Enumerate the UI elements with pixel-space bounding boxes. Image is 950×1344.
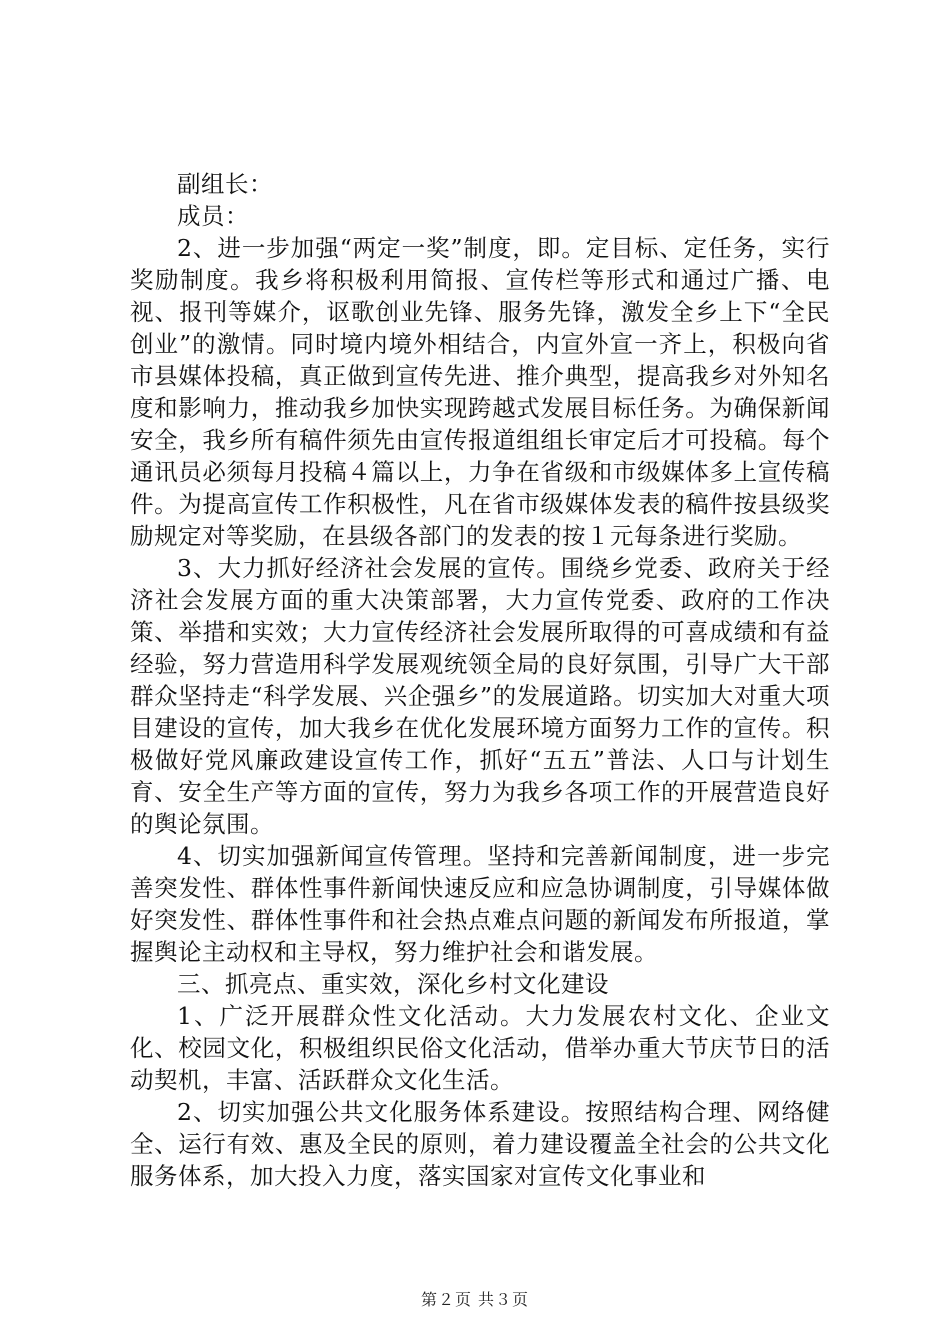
members-line: 成员： [177, 202, 249, 230]
paragraph-public-culture-service: 2、切实加强公共文化服务体系建设。按照结构合理、网络健全、运行有效、惠及全民的原则，着力建设覆盖全社会的公共文化服务体系，加大投入力度，落实国家对宣传文化事业和 [130, 1098, 830, 1190]
document-body [130, 168, 830, 1192]
deputy-leader-line: 副组长： [177, 170, 273, 198]
paragraph-mass-culture: 1、广泛开展群众性文化活动。大力发展农村文化、企业文化、校园文化，积极组织民俗文化活动，借举办重大节庆节日的活动契机，丰富、活跃群众文化生活。 [130, 1002, 830, 1094]
paragraph-economic-publicity: 3、大力抓好经济社会发展的宣传。围绕乡党委、政府关于经济社会发展方面的重大决策部署，大力宣传党委、政府的工作决策、举措和实效；大力宣传经济社会发展所取得的可喜成绩和有益经验，努力营造用科学发展观统领全局的良好氛围，引导广大干部群众坚持走“科学发展、兴企强乡”的发展道路。切实加大对重大项目建设的宣传，加大我乡在优化发展环境方面努力工作的宣传。积极做好党风廉政建设宣传工作，抓好“五五”普法、人口与计划生育、安全生产等方面的宣传，努力为我乡各项工作的开展营造良好的舆论氛围。 [130, 554, 830, 838]
page-number-footer: 第２页 共３页 [420, 1290, 530, 1309]
section-heading-culture: 三、抓亮点、重实效，深化乡村文化建设 [177, 970, 609, 998]
paragraph-two-stipulations: 2、进一步加强“两定一奖”制度，即。定目标、定任务，实行奖励制度。我乡将积极利用简报、宣传栏等形式和通过广播、电视、报刊等媒介，讴歌创业先锋、服务先锋，激发全乡上下“全民创业”的激情。同时境内境外相结合，内宣外宣一齐上，积极向省市县媒体投稿，真正做到宣传先进、推介典型，提高我乡对外知名度和影响力，推动我乡加快实现跨越式发展目标任务。为确保新闻安全，我乡所有稿件须先由宣传报道组组长审定后才可投稿。每个通讯员必须每月投稿４篇以上，力争在省级和市级媒体多上宣传稿件。为提高宣传工作积极性，凡在省市级媒体发表的稿件按县级奖励规定对等奖励，在县级各部门的发表的按１元每条进行奖励。 [130, 234, 830, 550]
paragraph-news-management: 4、切实加强新闻宣传管理。坚持和完善新闻制度，进一步完善突发性、群体性事件新闻快速反应和应急协调制度，引导媒体做好突发性、群体性事件和社会热点难点问题的新闻发布所报道，掌握舆论主动权和主导权，努力维护社会和谐发展。 [130, 842, 830, 966]
